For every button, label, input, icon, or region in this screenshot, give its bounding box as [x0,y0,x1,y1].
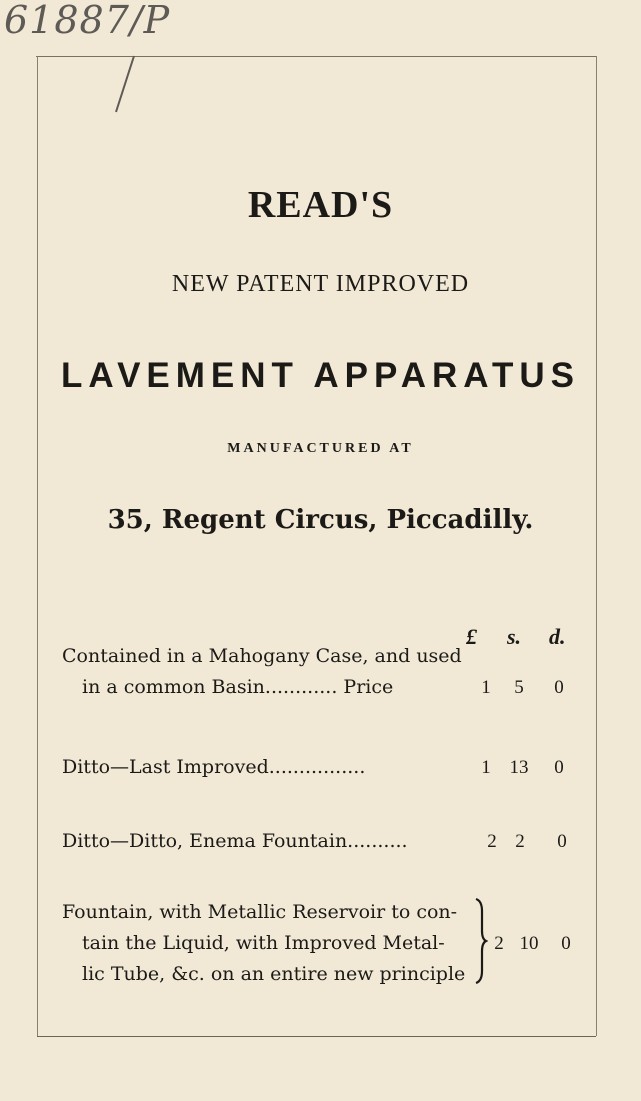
pence-header: d. [549,624,566,649]
handwritten-stroke-icon [106,54,146,114]
price-shillings: 13 [509,757,529,778]
price-item-description: in a common Basin............ Price [82,676,394,698]
price-item-description: tain the Liquid, with Improved Metal- [82,932,445,954]
price-pence: 0 [561,933,571,954]
price-pence: 0 [557,831,567,852]
price-pounds: 1 [481,677,491,698]
price-pence: 0 [554,757,564,778]
price-shillings: 5 [514,677,524,698]
manufactured-line: MANUFACTURED AT [227,441,414,456]
price-item-description: Contained in a Mahogany Case, and used [62,645,462,667]
price-pence: 0 [554,677,564,698]
shillings-header: s. [507,624,522,649]
price-shillings: 2 [515,831,525,852]
price-item-description: Fountain, with Metallic Reservoir to con- [62,901,458,923]
price-pounds: 1 [481,757,491,778]
subtitle: NEW PATENT IMPROVED [171,271,470,297]
price-item-description: lic Tube, &c. on an entire new principle [82,963,466,985]
product-heading: LAVEMENT APPARATUS [61,356,580,395]
price-pounds: 2 [487,831,497,852]
price-item-description: Ditto—Last Improved................ [62,756,366,778]
page-border-bottom [37,1036,596,1037]
price-shillings: 10 [519,933,539,954]
price-pounds: 2 [494,933,504,954]
pounds-header: £ [466,624,477,649]
page-title: READ'S [247,184,394,226]
handwritten-catalog-number: 61887/P [4,0,171,42]
price-item-description: Ditto—Ditto, Enema Fountain.......... [62,830,408,852]
address: 35, Regent Circus, Piccadilly. [107,505,534,535]
